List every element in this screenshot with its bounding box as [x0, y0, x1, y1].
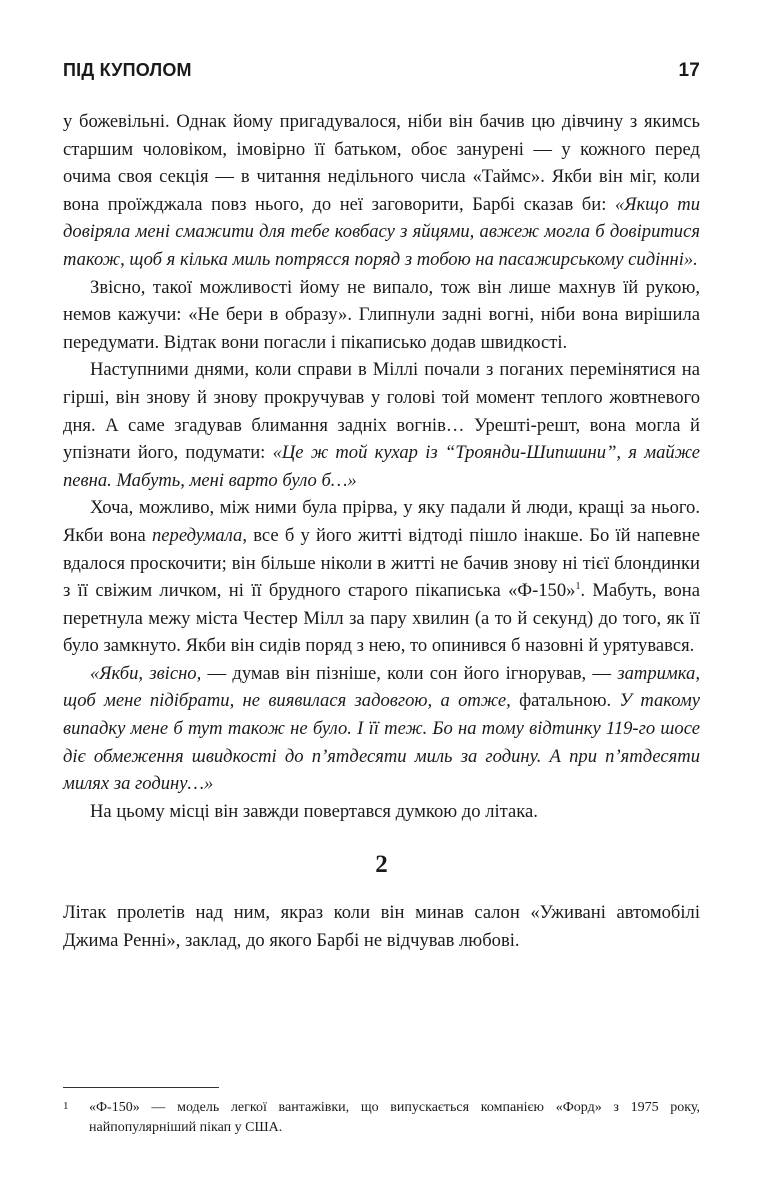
section-number: 2	[375, 851, 388, 879]
footnote-reference: 1	[575, 580, 581, 592]
text-run: Хоча, можливо, між ними була прірва, у яку падали й люди, кращі за нього. Якби вона	[63, 497, 700, 546]
paragraph-2: Звісно, такої можливості йому не випало, тож він лише махнув їй рукою, немов кажучи: «Не бери в образу». Глипнули задні вогні, ніби вона вирішила передумати. Відтак вони погасли і пікаписько додав швидкості.	[63, 276, 700, 353]
page-number: 17	[678, 60, 700, 81]
paragraph-6: На цьому місці він завжди повертався думкою до літака.	[90, 800, 538, 822]
text-run: у божевільні. Однак йому пригадувалося, ніби він бачив цю дівчину з якимсь старшим чоловіком, імовірно її батьком, обоє занурені — у кожного перед очима своя секція — в читання недільного числа «Таймс». Якби він міг, коли вона проїжджала повз нього, до неї заговорити, Барбі сказав би:	[63, 111, 700, 215]
footnote	[63, 1098, 700, 1138]
italic-run: передумала	[151, 524, 243, 546]
italic-run: «Це ж той кухар із “Троянди-Шипшини”, я майже певна. Мабуть, мені варто було б…»	[63, 442, 700, 491]
text-run: фатальною.	[510, 690, 620, 712]
running-header	[63, 60, 700, 82]
text-run: Наступними днями, коли справи в Міллі почали з поганих перемінятися на гірші, він знову й знову прокручував у голові той момент теплого жовтневого дня. А саме згадував блимання задніх вогнів… Урешті-решт, вона могла й упізнати його, подумати:	[63, 359, 700, 464]
paragraph-3	[63, 356, 700, 494]
footnote-mark: 1	[63, 1100, 69, 1112]
text-run: — думав він пізніше, коли сон його ігнорував, —	[201, 662, 618, 684]
running-title: ПІД КУПОЛОМ	[63, 60, 192, 80]
text-run: , все б у його житті відтоді пішло інакше. Бо їй напевне вдалося проскочити; він більше ніколи в житті не бачив знову ні тієї блондинки з її свіжим личком, ні її брудного старого пікаписька «Ф-150»	[63, 524, 700, 602]
italic-run: У такому випадку мене б тут також не було. І її теж. Бо на тому відтинку 119-го шосе діє обмеження швидкості до п’ятдесяти миль за годину. А при п’ятдесяти милях за годину…»	[63, 690, 700, 795]
paragraph-1	[63, 108, 700, 274]
footnote-divider	[63, 1087, 219, 1088]
paragraph-5	[63, 660, 700, 798]
paragraph-7: Літак пролетів над ним, якраз коли він минав салон «Уживані автомобілі Джима Ренні», заклад, до якого Барбі не відчував любові.	[63, 902, 700, 951]
italic-run: «Якщо ти довіряла мені смажити для тебе ковбасу з яйцями, авжеж могла б довіритися також, щоб я кілька миль потрясся поряд з тобою на пасажирському сидінні».	[63, 193, 700, 270]
body-text	[63, 108, 700, 954]
italic-run: затримка, щоб мене підібрати, не виявилася задовгою, а отже,	[63, 662, 700, 712]
text-run: . Мабуть, вона перетнула межу міста Честер Мілл за пару хвилин (а то й секунд) до того, як її було замкнуто. Якби він сидів поряд з нею, то опинився б назовні й урятувався.	[63, 580, 700, 657]
footnote-text: «Ф-150» — модель легкої вантажівки, що випускається компанією «Форд» з 1975 року, найпопулярніший пікап у США.	[89, 1100, 700, 1135]
paragraph-4	[63, 494, 700, 660]
italic-run: «Якби, звісно,	[90, 662, 202, 684]
